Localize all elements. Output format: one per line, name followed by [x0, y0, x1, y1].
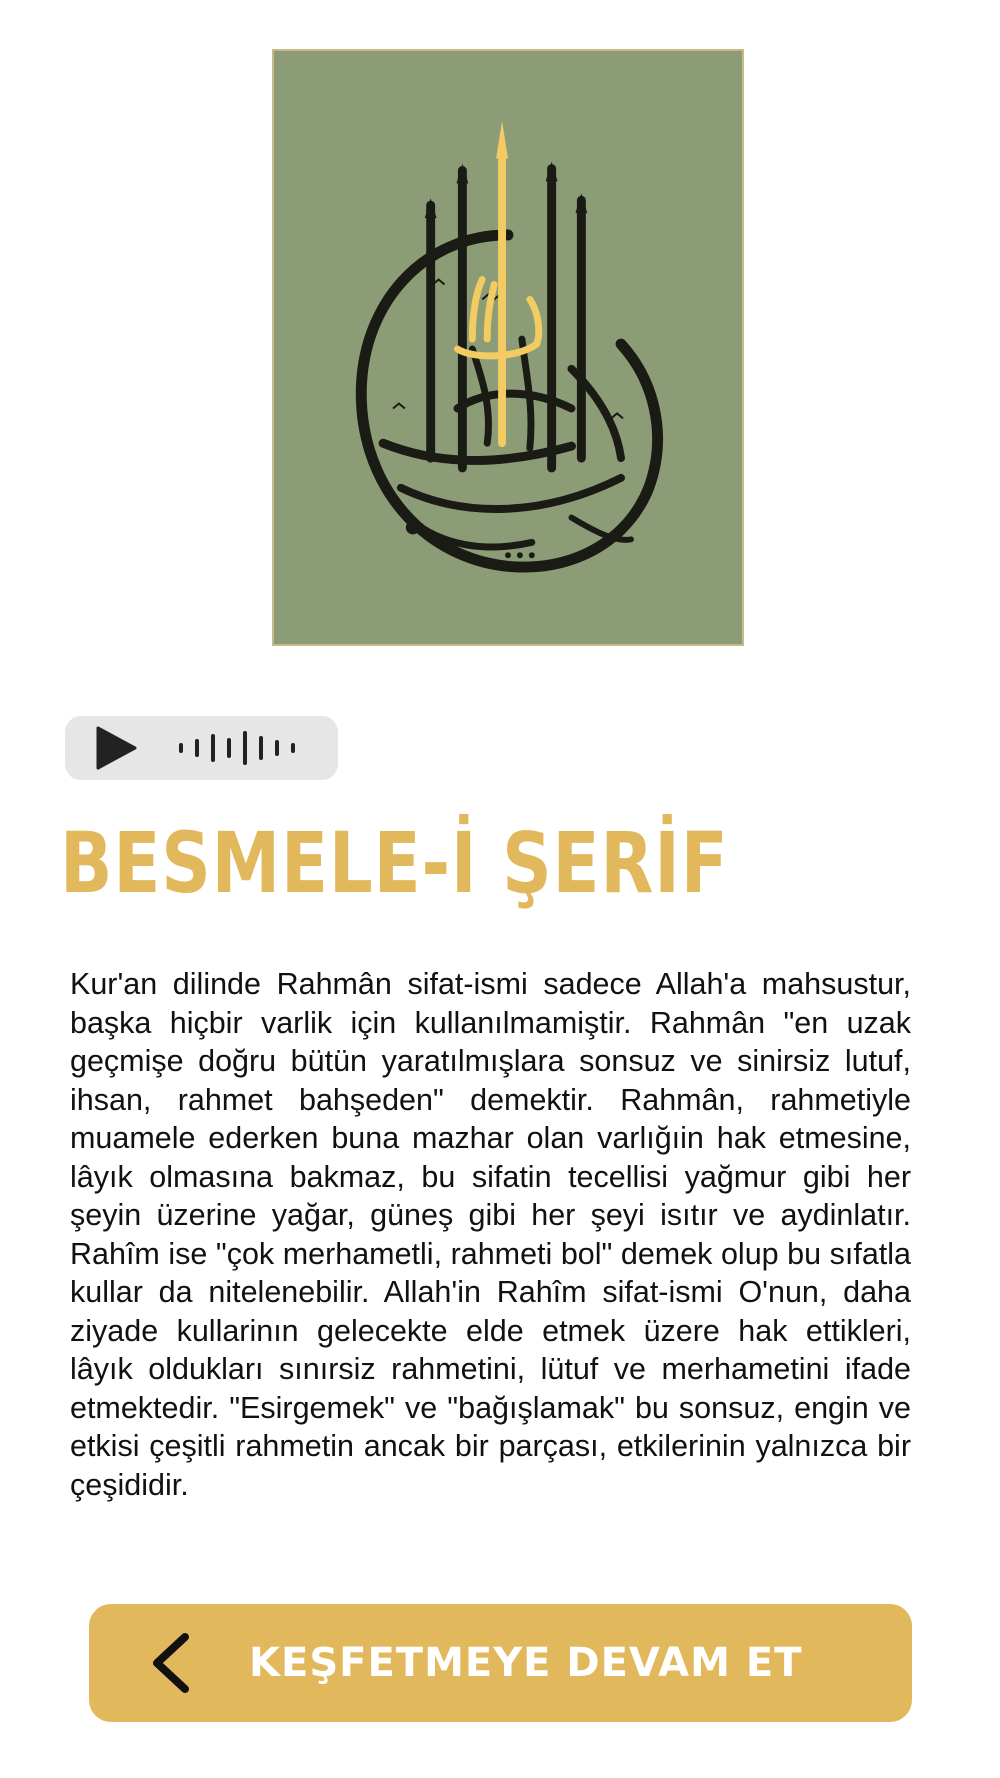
- chevron-left-icon: [147, 1632, 195, 1694]
- continue-exploring-label: KEŞFETMEYE DEVAM ET: [249, 1640, 803, 1686]
- audio-player: [65, 716, 338, 780]
- continue-exploring-button[interactable]: [89, 1604, 912, 1722]
- calligraphy-drawing: [274, 51, 742, 644]
- description-text: Kur'an dilinde Rahmân sifat-ismi sadece Allah'a mahsustur, başka hiçbir varlik için kullanılmamiştir. Rahmân "en uzak geçmişe doğru bütün yaratılmışlara sonsuz ve sinirsiz lutuf, ihsan, rahmet bahşeden" demektir. Rahmân, rahmetiyle muamele ederken buna mazhar olan varlığıin hak etmesine, lâyık olmasına bakmaz, bu sifatin tecellisi yağmur gibi her şeyin üzerine yağar, güneş gibi her şeyi isıtır ve aydinlatır. Rahîm ise "çok merhametli, rahmeti bol" demek olup bu sıfatla kullar da nitelenebilir. Allah'in Rahîm sifat-ismi O'nun, daha ziyade kullarinın gelecekte elde etmek üzere hak ettikleri, lâyık oldukları sınırsiz rahmetini, lütuf ve merhametini ifade etmektedir. "Esirgemek" ve "bağışlamak" bu sonsuz, engin ve etkisi çeşitli rahmetin ancak bir parçası, etkilerinin yalnızca bir çeşididir.: [70, 967, 911, 1502]
- waveform-icon: [177, 730, 305, 766]
- page-title: BESMELE-İ ŞERİF: [60, 814, 729, 912]
- besmele-calligraphy-image: [272, 49, 744, 646]
- play-icon[interactable]: [93, 725, 139, 771]
